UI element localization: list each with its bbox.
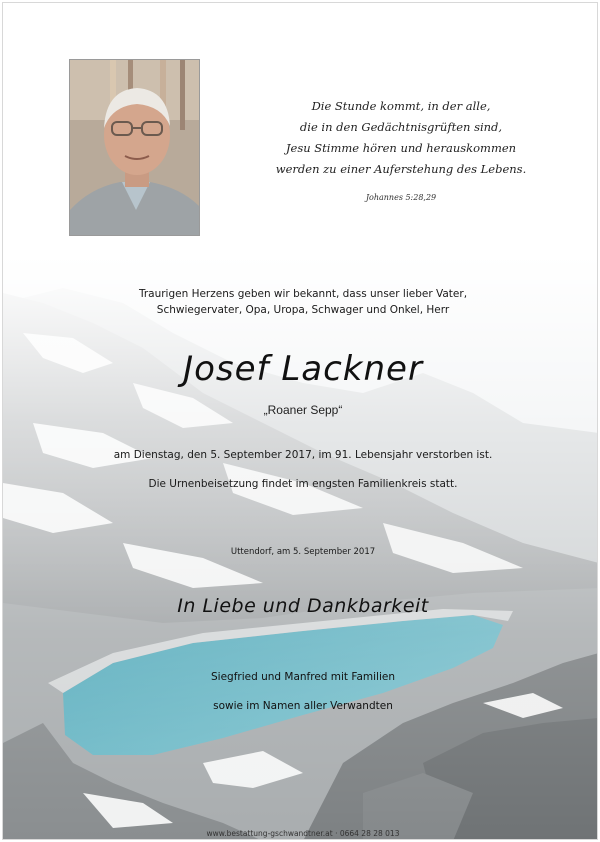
deceased-name: Josef Lackner	[183, 349, 423, 389]
bible-quote	[221, 96, 581, 180]
obituary-card	[2, 2, 598, 840]
closing-phrase: In Liebe und Dankbarkeit	[177, 595, 429, 617]
announcement-intro	[83, 286, 523, 318]
quote-line: die in den Gedächtnisgrüften sind,	[299, 120, 503, 134]
mourners-line: Siegfried und Manfred mit Familien	[210, 671, 395, 683]
place-date: Uttendorf, am 5. September 2017	[230, 547, 376, 557]
quote-line: Jesu Stimme hören und herauskommen	[285, 141, 517, 155]
burial-notice: Die Urnenbeisetzung findet im engsten Familienkreis statt.	[148, 478, 458, 490]
deceased-nickname: „Roaner Sepp“	[263, 403, 343, 417]
quote-reference: Johannes 5:28,29	[365, 193, 437, 202]
portrait-photo	[69, 59, 200, 236]
quote-line: werden zu einer Auferstehung des Lebens.	[275, 162, 527, 176]
death-notice: am Dienstag, den 5. September 2017, im 91. Lebensjahr verstorben ist.	[113, 449, 493, 461]
intro-line: Schwiegervater, Opa, Uropa, Schwager und Onkel, Herr	[156, 304, 450, 316]
quote-line: Die Stunde kommt, in der alle,	[311, 99, 491, 113]
mourners-line: sowie im Namen aller Verwandten	[213, 700, 393, 712]
funeral-home-footer: www.bestattung-gschwandtner.at · 0664 28 28 013	[206, 829, 400, 838]
intro-line: Traurigen Herzens geben wir bekannt, dass unser lieber Vater,	[138, 288, 468, 300]
